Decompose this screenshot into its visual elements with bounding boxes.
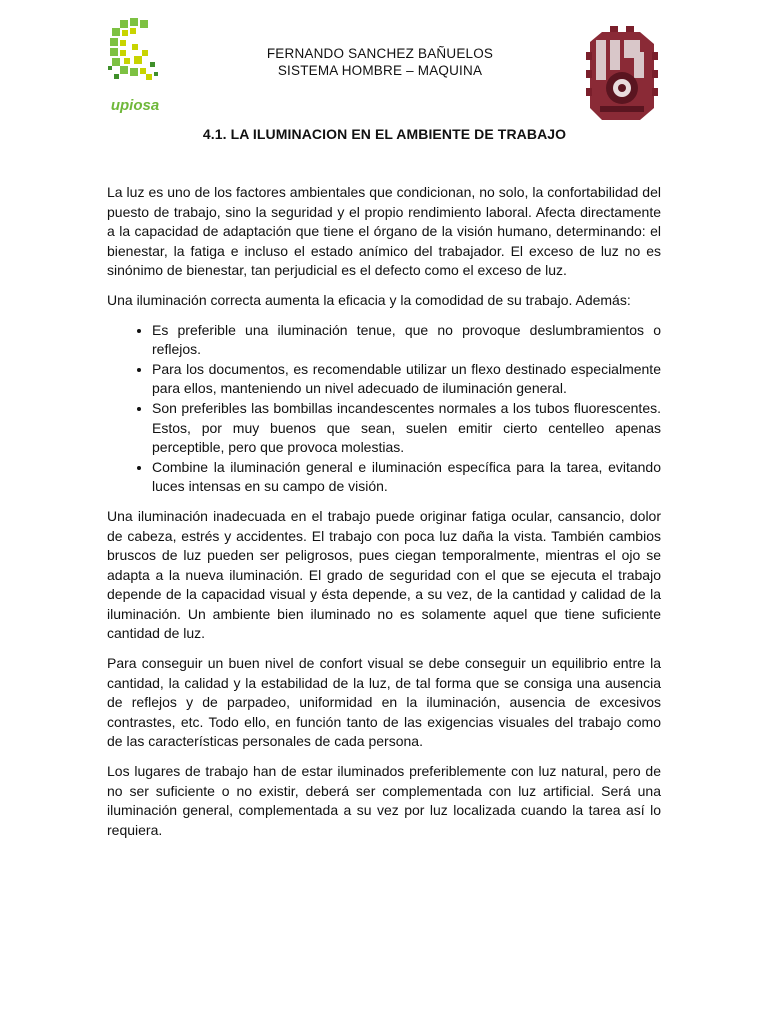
upiicsa-logo-text: upiosa: [110, 97, 160, 114]
paragraph: Una iluminación inadecuada en el trabajo puede originar fatiga ocular, cansancio, dolor de cabeza, estrés y accidentes. El trabajo con poca luz daña la vista. También cambios bruscos de luz pueden ser peligrosos, pues ciegan temporalmente, mientras el ojo se adapta a la nueva iluminación. El grado de seguridad con el que se ejecuta el trabajo depende de la capacidad visual y ésta depende, a su vez, de la cantidad y calidad de la iluminación. Un ambiente bien iluminado no es solamente aquel que tiene suficiente cantidad de luz.: [107, 507, 661, 642]
course-subject: SISTEMA HOMBRE – MAQUINA: [277, 63, 483, 78]
list-item: • Son preferibles las bombillas incandescentes normales a los tubos fluorescentes. Estos, por muy buenos que sean, suelen emitir cierto centelleo apenas perceptible, pero que provoca molestias.: [152, 399, 661, 458]
document-header: [180, 45, 580, 79]
author-name: FERNANDO SANCHEZ BAÑUELOS: [266, 46, 494, 61]
upiicsa-logo: [106, 16, 164, 116]
list-item: • Combine la iluminación general e iluminación específica para la tarea, evitando luces intensas en su campo de visión.: [152, 458, 661, 497]
bullet-list: [107, 321, 661, 497]
section-title: 4.1. LA ILUMINACION EN EL AMBIENTE DE TRABAJO: [202, 126, 567, 142]
document-body: [107, 183, 661, 850]
paragraph: La luz es uno de los factores ambientales que condicionan, no solo, la confortabilidad del puesto de trabajo, sino la seguridad y el propio rendimiento laboral. Afecta directamente a la capacidad de adaptación que tiene el órgano de la visión humano, determinando: el bienestar, la fatiga e incluso el estado anímico del trabajador. El exceso de luz no es sinónimo de bienestar, tan perjudicial es el defecto como el exceso de luz.: [107, 184, 661, 279]
paragraph: Para conseguir un buen nivel de confort visual se debe conseguir un equilibrio entre la cantidad, la calidad y la estabilidad de la luz, de tal forma que se consiga una ausencia de reflejos y de parpadeo, uniformidad en la iluminación, ausencia de excesivos contrastes, etc. Todo ello, en función tanto de las exigencias visuales del trabajo como de las características personales de cada persona.: [107, 655, 661, 750]
paragraph: Los lugares de trabajo han de estar iluminados preferiblemente con luz natural, pero de no ser suficiente o no existir, deberá ser complementada con luz artificial. Será una iluminación general, complementada a su vez por luz localizada cuando la tarea así lo requiera.: [107, 763, 661, 838]
list-item: • Para los documentos, es recomendable utilizar un flexo destinado especialmente para ellos, manteniendo un nivel adecuado de iluminación general.: [152, 360, 661, 399]
ipn-logo: [582, 22, 660, 122]
paragraph: Una iluminación correcta aumenta la eficacia y la comodidad de su trabajo. Además:: [107, 291, 631, 308]
list-item: • Es preferible una iluminación tenue, que no provoque deslumbramientos o reflejos.: [152, 321, 661, 360]
